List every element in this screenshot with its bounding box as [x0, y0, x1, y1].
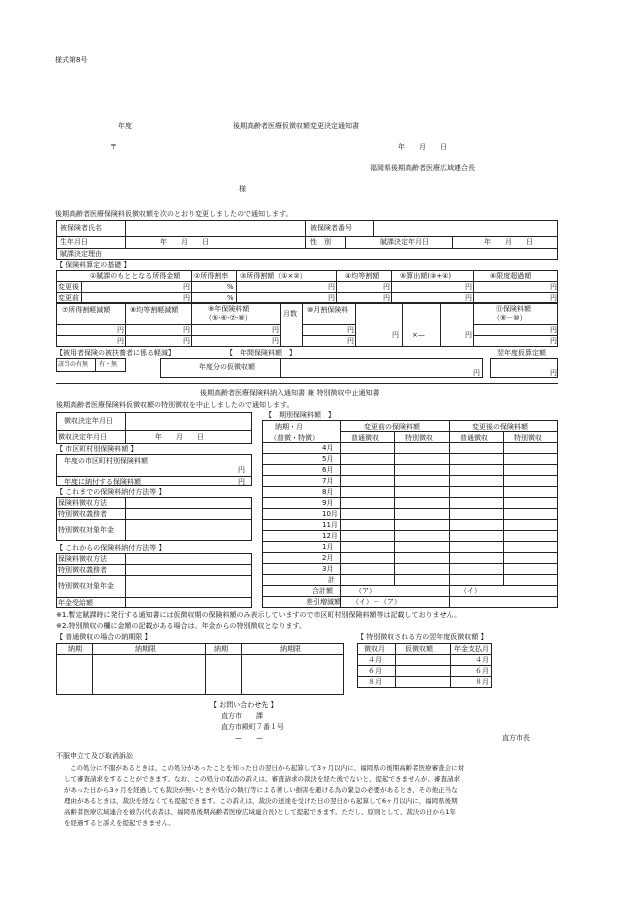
- row-divider: [262, 563, 558, 564]
- deadline-header: 納期限: [280, 645, 301, 653]
- total-a-marker: （ア）: [355, 587, 376, 595]
- percent-unit: %: [227, 283, 234, 291]
- basis-col-income-reduction: ⑦所得割軽減額: [62, 306, 111, 314]
- second-intro: 後期高齢者医療保険料仮徴収額の特別徴収を中止しましたので通知します。: [56, 401, 294, 409]
- percent-unit: %: [227, 294, 234, 302]
- decision-reason-label: 賦課決定理由: [60, 250, 102, 258]
- second-title: 後期高齢者医療保険料納入通知書 兼 特別徴収中止通知書: [200, 389, 380, 397]
- form-number: 様式第8号: [55, 56, 88, 64]
- special-collection-header: 特別徴収: [405, 434, 433, 442]
- months-label: 月数: [283, 310, 297, 318]
- appeal-text-line: して審査請求をすることができます。なお、この処分の取消の訴えは、審査請求の裁決を経た後でないと、提起できませんが、審査請求: [64, 775, 460, 783]
- before-change-label: 変更前: [58, 294, 79, 302]
- prev-method-label: 保険料徴収方法: [58, 499, 107, 507]
- month-label: 7月: [322, 477, 334, 485]
- row-divider: [262, 541, 558, 542]
- provisional-amount-header: 仮徴収額: [405, 645, 433, 653]
- month-label: 6月: [322, 466, 334, 474]
- basis-col-rate: ②所得割率: [194, 272, 229, 280]
- paid-premium-label: 年度に納付する保険料額: [64, 478, 141, 486]
- yen-unit: 円: [465, 294, 472, 302]
- basis-col-flat-levy: ④均等割額: [345, 272, 380, 280]
- collection-month: ８月: [368, 678, 382, 686]
- yen-unit: 円: [550, 294, 557, 302]
- basis-section-title: 【 保険料算定の基礎 】: [56, 261, 131, 269]
- row-divider: [262, 464, 558, 465]
- sex-label: 性 別: [310, 238, 331, 246]
- collection-decision-date-label: 徴収決定年月日: [58, 433, 107, 441]
- month-label: 1月: [322, 543, 334, 551]
- month-label: 9月: [322, 499, 334, 507]
- total-i-marker: （イ）: [460, 587, 481, 595]
- yen-unit: 円: [347, 337, 354, 345]
- after-change-label: 変更後: [58, 283, 79, 291]
- month-label: 4月: [322, 444, 334, 452]
- note-2: ※2.特別徴収の欄に金額の記載がある場合は、年金からの特別徴収となります。: [56, 622, 306, 630]
- basis-col-income-levy: ③所得割額（①×②）: [240, 272, 307, 280]
- row-divider: [262, 508, 558, 509]
- postal-mark: 〒: [110, 143, 117, 151]
- yen-unit: 円: [473, 369, 480, 377]
- prev-method-title: 【 これまでの保険料納付方法等 】: [56, 488, 166, 496]
- appeal-text-line: 高齢者医療広域連合を被告(代表者は、福岡県後期高齢者医療広域連合長)として提起できます。ただし、原則として、裁決の日から1年: [64, 808, 457, 816]
- next-year-provisional-label: 翌年度仮算定額: [497, 349, 546, 357]
- decision-date-value: 年 月 日: [484, 238, 533, 246]
- pension-pay-month: ８月: [475, 678, 489, 686]
- row-divider: [262, 475, 558, 476]
- contact-phone: — —: [235, 734, 263, 742]
- yen-unit: 円: [383, 294, 390, 302]
- before-change-header: 変更前の保険料額: [364, 423, 420, 431]
- due-month-subheader: （普徴・特徴）: [270, 434, 319, 442]
- applicable-value: 有・無: [99, 361, 118, 368]
- birth-date-label: 生年月日: [60, 238, 88, 246]
- appeal-text-line: この処分に不服があるときは、この処分があったことを知った日の翌日から起算して3ヶ月以内に、福岡県の後期高齢者医療審査会に対: [70, 764, 465, 772]
- future-obligor-label: 特別徴収義務者: [58, 566, 107, 574]
- yen-unit: 円: [550, 283, 557, 291]
- yen-unit: 円: [238, 466, 245, 474]
- intro-text: 後期高齢者医療保険料仮徴収額を次のとおり変更しましたので通知します。: [55, 210, 293, 218]
- difference-label: 差引増減額: [306, 598, 341, 606]
- this-year-provisional-label: 年度分の仮徴収額: [199, 363, 255, 371]
- basis-col-annual-formula: （⑤-⑥-⑦-⑧）: [205, 314, 252, 322]
- fiscal-year-label: 年度: [118, 122, 132, 130]
- pension-amount-label: 年金受給額: [58, 599, 93, 607]
- prev-obligor-label: 特別徴収義務者: [58, 510, 107, 518]
- contact-address: 直方市殿町７番１号: [221, 723, 284, 731]
- row-divider: [262, 530, 558, 531]
- payment-deadline-title: 【 普通徴収の場合の納期限 】: [56, 633, 152, 641]
- row-divider: [262, 497, 558, 498]
- row-divider: [262, 552, 558, 553]
- month-label: 5月: [322, 455, 334, 463]
- pension-pay-month: ６月: [475, 667, 489, 675]
- after-change-header: 変更後の保険料額: [472, 423, 528, 431]
- yen-unit: 円: [550, 369, 557, 377]
- yen-unit: 円: [550, 326, 557, 334]
- yen-unit: 円: [550, 337, 557, 345]
- insured-name-label: 被保険者氏名: [60, 224, 102, 232]
- yen-unit: 円: [328, 283, 335, 291]
- future-method-title: 【 これからの保険料納付方法等 】: [56, 544, 166, 552]
- yen-unit: 円: [392, 331, 399, 339]
- prev-pension-label: 特別徴収対象年金: [58, 526, 114, 534]
- future-pension-label: 特別徴収対象年金: [58, 582, 114, 590]
- month-label: 10月: [322, 510, 338, 518]
- yen-unit: 円: [465, 283, 472, 291]
- applicable-label: 該当の有無: [58, 361, 89, 368]
- ordinary-collection-header: 普通徴収: [460, 434, 488, 442]
- next-special-title: 【 特別徴収される方の翌年度仮徴収額 】: [357, 633, 488, 641]
- total-label: 計: [328, 576, 335, 584]
- basis-col-calculated: ⑤算出額(③+④): [400, 272, 452, 280]
- pension-pay-month-header: 年金支払月: [454, 645, 489, 653]
- birth-date-value: 年 月 日: [160, 238, 209, 246]
- appeal-title: 不服申立て及び取消訴訟: [56, 752, 133, 760]
- addressee-honorific: 様: [239, 185, 246, 193]
- grand-total-label: 合計額: [312, 587, 333, 595]
- yen-unit: 円: [117, 326, 124, 334]
- difference-formula: （イ）－（ア）: [352, 598, 401, 606]
- city-premium-title: 【 市区町村別保険料額 】: [56, 445, 138, 453]
- period-premium-title: 【 期別保険料額 】: [265, 411, 335, 419]
- basis-col-monthly: ⑩月割保険料: [307, 306, 349, 314]
- annual-premium-title: 【 年間保険料額 】: [226, 349, 296, 357]
- collection-decision-date: 年 月 日: [155, 433, 204, 441]
- yen-unit: 円: [347, 326, 354, 334]
- row-divider: [262, 486, 558, 487]
- yen-unit: 円: [465, 331, 472, 339]
- due-month-header: 納期・月: [275, 423, 303, 431]
- month-label: 2月: [322, 554, 334, 562]
- yen-unit: 円: [272, 337, 279, 345]
- issuer-name: 福岡県後期高齢者医療広域連合長: [370, 164, 475, 172]
- basis-col-annual: ⑨年保険料額: [208, 305, 250, 313]
- mayor-title: 直方市長: [502, 734, 530, 742]
- yen-unit: 円: [238, 478, 245, 486]
- appeal-text-line: を経過すると訴えを提起できません。: [64, 819, 175, 827]
- appeal-text-line: 理由があるときは、裁決を経なくても提起できます。この訴えは、裁決の送達を受けた日の翌日から起算して6ヶ月以内に、福岡県後期: [64, 797, 458, 805]
- yen-unit: 円: [272, 326, 279, 334]
- yen-unit: 円: [183, 326, 190, 334]
- basis-col-excess: ⑥限度超過額: [490, 272, 532, 280]
- basis-col-income: ①賦課のもととなる所得金額: [90, 272, 181, 280]
- issue-date: 年 月 日: [398, 143, 447, 151]
- period-header: 納期: [214, 645, 228, 653]
- dependent-reduction-title: 【被用者保険の被扶養者に係る軽減】: [56, 349, 175, 357]
- month-label: 11月: [322, 521, 338, 529]
- basis-col-premium: ⑪保険料額: [496, 305, 531, 313]
- contact-title: 【 お問い合わせ先 】: [210, 701, 278, 709]
- basis-col-premium-formula: （⑨－⑩）: [493, 314, 527, 322]
- note-1: ※1.暫定賦課時に発行する通知書には仮徴収期の保険料額のみ表示していますので市区町村別保険料額等は記載しておりません。: [56, 611, 461, 619]
- month-label: 3月: [322, 565, 334, 573]
- period-header: 納期: [68, 645, 82, 653]
- basis-col-flat-reduction: ⑧均等割軽減額: [130, 306, 179, 314]
- insured-number-label: 被保険者番号: [310, 224, 352, 232]
- contact-department: 直方市 課: [221, 712, 263, 720]
- multiply-mark: ×—: [412, 331, 425, 339]
- city-premium-label: 年度の市区町村別保険料額: [64, 457, 148, 465]
- special-collection-header: 特別徴収: [514, 434, 542, 442]
- row-divider: [262, 453, 558, 454]
- future-method-label: 保険料徴収方法: [58, 555, 107, 563]
- month-label: 12月: [322, 532, 338, 540]
- month-label: 8月: [322, 488, 334, 496]
- yen-unit: 円: [183, 283, 190, 291]
- collection-month: ４月: [368, 656, 382, 664]
- yen-unit: 円: [183, 294, 190, 302]
- row-divider: [262, 519, 558, 520]
- yen-unit: 円: [183, 337, 190, 345]
- pension-pay-month: ４月: [475, 656, 489, 664]
- collection-decision-label: 徴収決定年月日: [64, 417, 113, 425]
- document-title: 後期高齢者医療仮徴収額変更決定通知書: [233, 122, 359, 130]
- ordinary-collection-header: 普通徴収: [351, 434, 379, 442]
- decision-date-label: 賦課決定年月日: [380, 238, 429, 246]
- row-divider: [262, 574, 558, 575]
- deadline-header: 納期限: [135, 645, 156, 653]
- yen-unit: 円: [328, 294, 335, 302]
- collection-month-header: 徴収月: [364, 645, 385, 653]
- collection-month: ６月: [368, 667, 382, 675]
- yen-unit: 円: [117, 337, 124, 345]
- yen-unit: 円: [383, 283, 390, 291]
- appeal-text-line: があった日から3ヶ月を経過しても裁決が無いときや処分の執行等による著しい損害を避ける為の緊急の必要があるとき、その他正当な: [64, 786, 458, 794]
